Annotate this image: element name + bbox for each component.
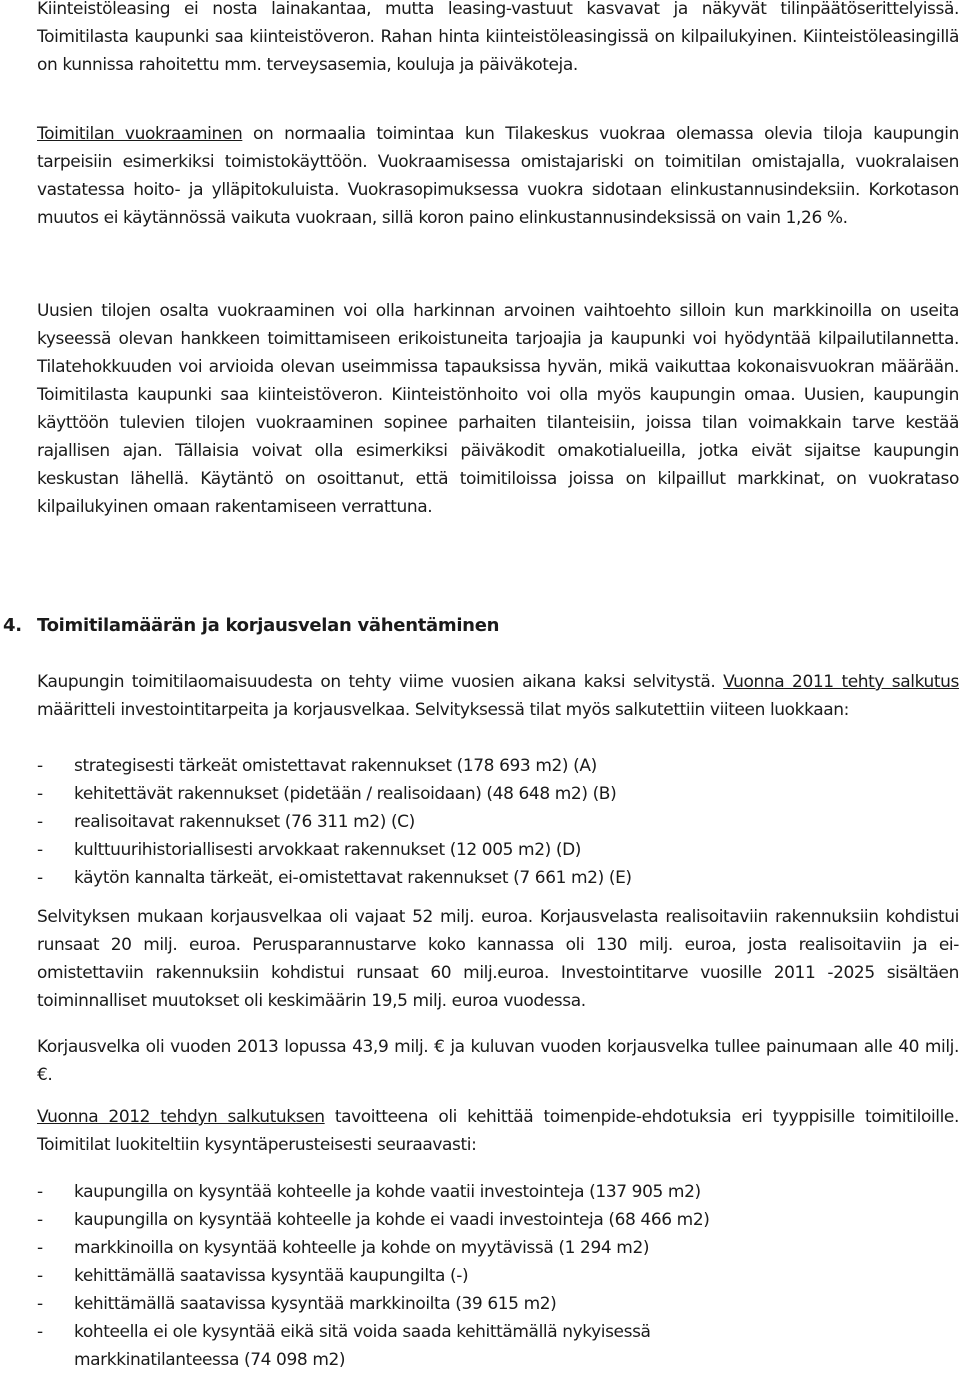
list-dash: - [37, 1182, 43, 1202]
list-item [37, 780, 959, 808]
paragraph-text: Korjausvelka oli vuoden 2013 lopussa 43,9 milj. € ja kuluvan vuoden korjausvelka tullee painumaan alle 40 milj. €. [37, 1037, 959, 1085]
list-item [37, 864, 959, 892]
list-item-text: strategisesti tärkeät omistettavat rakennukset (178 693 m2) (A) [74, 756, 597, 776]
list-item-text: kohteella ei ole kysyntää eikä sitä voida saada kehittämällä nykyisessä markkinatilanteessa (74 098 m2) [74, 1322, 651, 1370]
list-item-text: kehittämällä saatavissa kysyntää kaupungilta (-) [74, 1266, 469, 1286]
paragraph-selvitykset [37, 668, 959, 724]
link-toimitilan-vuokraaminen[interactable]: Toimitilan vuokraaminen [37, 124, 243, 144]
list-dash: - [37, 1238, 43, 1258]
list-item [37, 1262, 959, 1290]
list-item-text: markkinoilla on kysyntää kohteelle ja kohde on myytävissä (1 294 m2) [74, 1238, 650, 1258]
paragraph-text: tavoitteena oli kehittää toimenpide-ehdotuksia eri tyyppisille toimitiloille. Toimitilat luokiteltiin kysyntäperusteisesti seuraavasti: [37, 1107, 959, 1155]
list-luokat-2011 [37, 752, 959, 892]
list-item-text: realisoitavat rakennukset (76 311 m2) (C) [74, 812, 415, 832]
list-kysynta-2012 [37, 1178, 959, 1374]
list-item [37, 1318, 959, 1374]
paragraph-text: Selvityksen mukaan korjausvelkaa oli vajaat 52 milj. euroa. Korjausvelasta realisoitaviin rakennuksiin kohdistui runsaat 20 milj. euroa. Perusparannustarve koko kannassa oli 130 milj. euroa, josta realisoitaviin ja ei-omistettaviin rakennuksiin kohdistui runsaat 60 milj.euroa. Investointitarve vuosille 2011 -2025 sisältäen toiminnalliset muutokset oli keskimäärin 19,5 milj. euroa vuodessa. [37, 907, 959, 1011]
section-title: Toimitilamäärän ja korjausvelan vähentäminen [37, 615, 500, 636]
list-item [37, 1206, 959, 1234]
list-dash: - [37, 1210, 43, 1230]
list-item-text: kehitettävät rakennukset (pidetään / realisoidaan) (48 648 m2) (B) [74, 784, 617, 804]
paragraph-uudet-tilat [37, 297, 959, 521]
paragraph-korjausvelka-2013 [37, 1033, 959, 1089]
list-dash: - [37, 1294, 43, 1314]
list-item [37, 808, 959, 836]
list-item-text: käytön kannalta tärkeät, ei-omistettavat rakennukset (7 661 m2) (E) [74, 868, 632, 888]
paragraph-text: Kiinteistöleasing ei nosta lainakantaa, mutta leasing-vastuut kasvavat ja näkyvät tilinpäätöserittelyissä. Toimitilasta kaupunki saa kiinteistöveron. Rahan hinta kiinteistöleasingissä on kilpailukyinen. Kiinteistöleasingillä on kunnissa rahoitettu mm. terveysasemia, kouluja ja päiväkoteja. [37, 0, 959, 75]
list-dash: - [37, 812, 43, 832]
list-item [37, 752, 959, 780]
paragraph-vuokraaminen [37, 120, 959, 232]
list-dash: - [37, 1322, 43, 1342]
paragraph-korjausvelka [37, 903, 959, 1015]
link-vuonna-2011-salkutus[interactable]: Vuonna 2011 tehty salkutus [723, 672, 959, 692]
list-item [37, 836, 959, 864]
list-item [37, 1290, 959, 1318]
link-vuonna-2012-salkutus[interactable]: Vuonna 2012 tehdyn salkutuksen [37, 1107, 325, 1127]
paragraph-leasing [37, 0, 959, 79]
list-dash: - [37, 1266, 43, 1286]
list-item-text: kaupungilla on kysyntää kohteelle ja kohde ei vaadi investointeja (68 466 m2) [74, 1210, 710, 1230]
list-dash: - [37, 756, 43, 776]
list-item-text: kaupungilla on kysyntää kohteelle ja kohde vaatii investointeja (137 905 m2) [74, 1182, 701, 1202]
list-item-text: kulttuurihistoriallisesti arvokkaat rakennukset (12 005 m2) (D) [74, 840, 582, 860]
paragraph-text: määritteli investointitarpeita ja korjausvelkaa. Selvityksessä tilat myös salkutettiin viiteen luokkaan: [37, 700, 850, 720]
list-dash: - [37, 840, 43, 860]
paragraph-text: on normaalia toimintaa kun Tilakeskus vuokraa olemassa olevia tiloja kaupungin tarpeisiin esimerkiksi toimistokäyttöön. Vuokraamisessa omistajariski on toimitilan omistajalla, vuokralaisen vastatessa hoito- ja ylläpitokuluista. Vuokrasopimuksessa vuokra sidotaan elinkustannusindeksiin. Korkotason muutos ei käytännössä vaikuta vuokraan, sillä koron paino elinkustannusindeksissä on vain 1,26 %. [37, 124, 960, 228]
paragraph-text: Uusien tilojen osalta vuokraaminen voi olla harkinnan arvoinen vaihtoehto silloin kun markkinoilla on useita kyseessä olevan hankkeen toimittamiseen erikoistuneita tarjoajia ja kaupunki voi hyödyntää kilpailutilannetta. Tilatehokkuuden voi arvioida olevan useimmissa tapauksissa hyvän, mikä vaikuttaa kokonaisvuokran määrään. Toimitilasta kaupunki saa kiinteistöveron. Kiinteistönhoito voi olla myös kaupungin omaa. Uusien, kaupungin käyttöön tulevien tilojen vuokraaminen sopinee parhaiten tilanteisiin, joissa tilan voimakkain tarve kestää rajallisen ajan. Tällaisia voivat olla esimerkiksi päiväkodit omakotialueilla, jotka eivät sijaitse kaupungin keskustan lähellä. Käytäntö on osoittanut, että toimitiloissa joissa on kilpaillut markkinat, on vuokrataso kilpailukyinen omaan rakentamiseen verrattuna. [37, 301, 959, 517]
paragraph-text: Kaupungin toimitilaomaisuudesta on tehty viime vuosien aikana kaksi selvitystä. [37, 672, 724, 692]
paragraph-salkutus-2012 [37, 1103, 959, 1159]
list-item [37, 1178, 959, 1206]
section-number: 4. [3, 615, 22, 636]
list-item [37, 1234, 959, 1262]
list-dash: - [37, 784, 43, 804]
list-dash: - [37, 868, 43, 888]
list-item-text: kehittämällä saatavissa kysyntää markkinoilta (39 615 m2) [74, 1294, 557, 1314]
